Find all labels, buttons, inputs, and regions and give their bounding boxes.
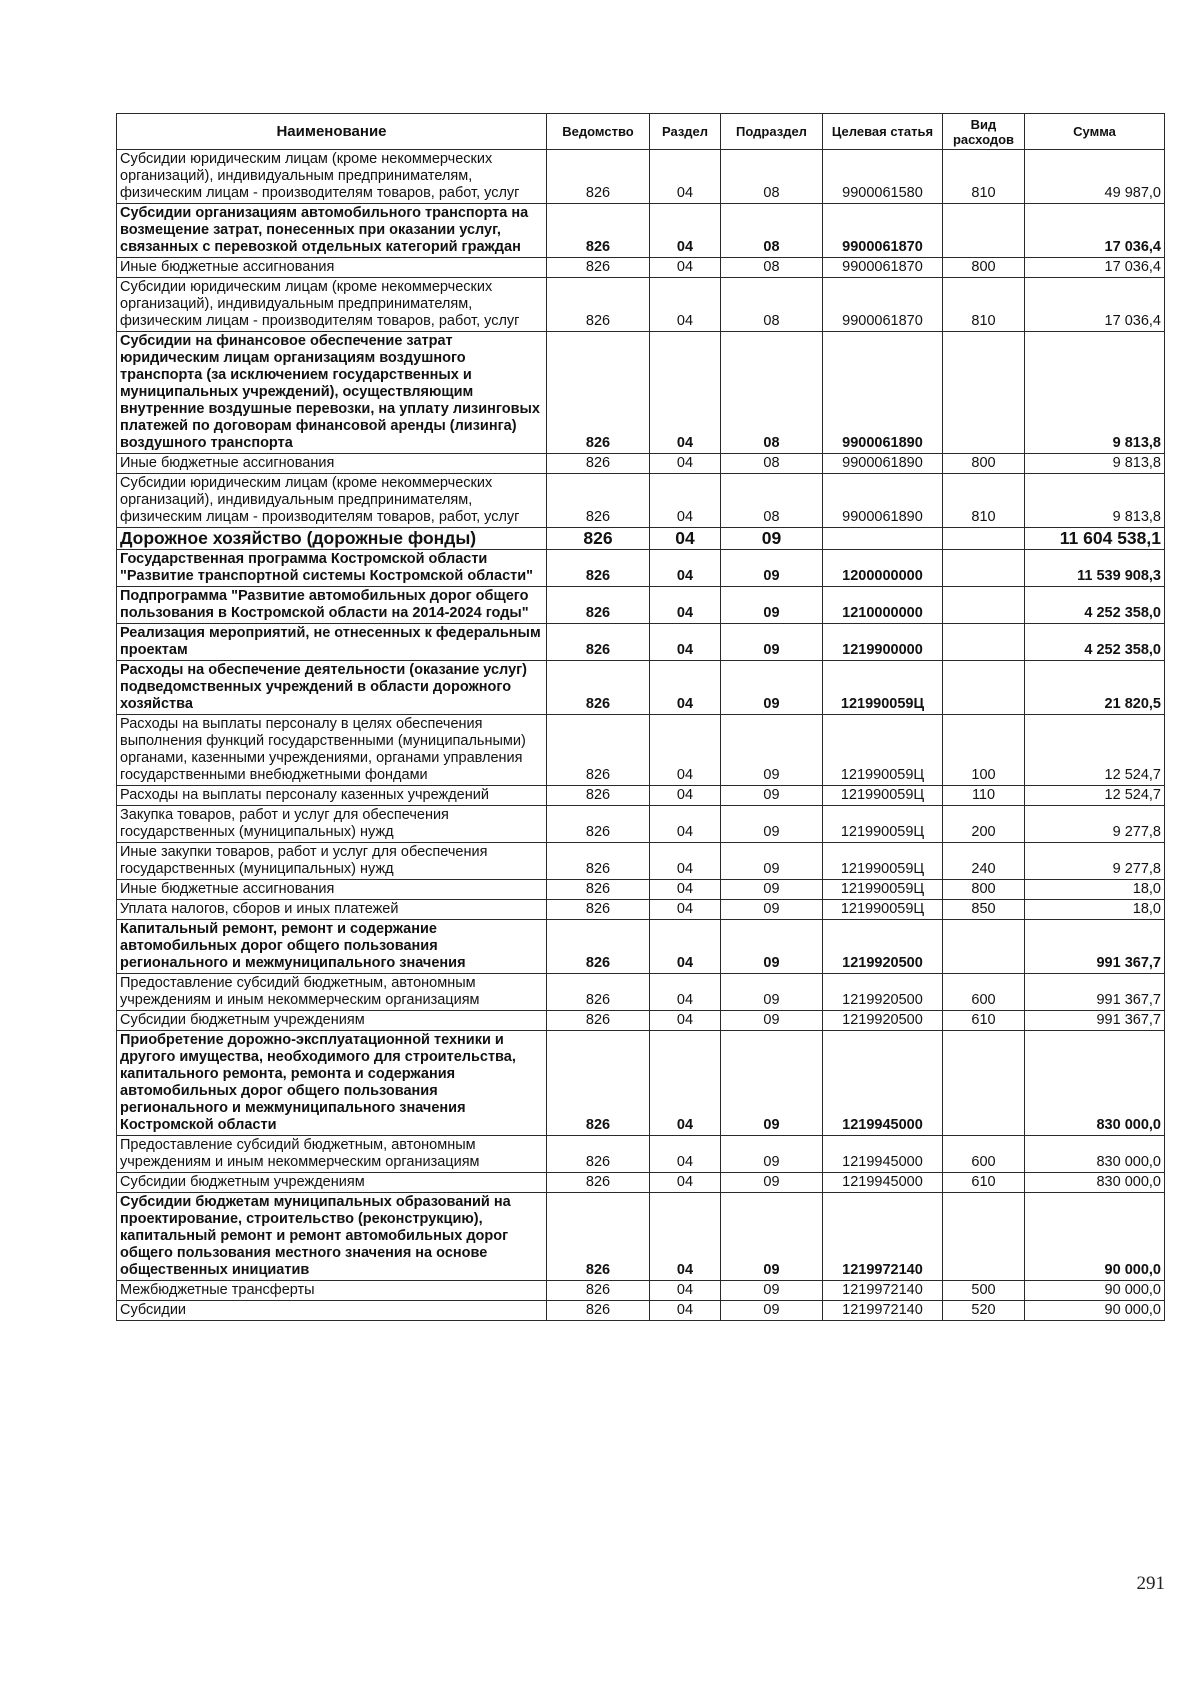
row-subsection: 09 <box>721 1173 823 1193</box>
row-dept: 826 <box>547 1173 650 1193</box>
row-subsection: 09 <box>721 1301 823 1321</box>
row-name: Иные закупки товаров, работ и услуг для обеспечения государственных (муниципальных) нужд <box>117 843 547 880</box>
row-section: 04 <box>650 204 721 258</box>
table-row <box>117 1281 1165 1301</box>
row-section: 04 <box>650 1301 721 1321</box>
row-target: 121990059Ц <box>823 715 943 786</box>
row-name: Субсидии бюджетным учреждениям <box>117 1011 547 1031</box>
row-kind <box>943 587 1025 624</box>
row-sum: 991 367,7 <box>1025 974 1165 1011</box>
row-target: 9900061890 <box>823 454 943 474</box>
row-subsection: 09 <box>721 1193 823 1281</box>
budget-table <box>116 113 1165 1321</box>
row-kind: 600 <box>943 1136 1025 1173</box>
row-subsection: 08 <box>721 204 823 258</box>
row-sum: 9 813,8 <box>1025 332 1165 454</box>
row-sum: 17 036,4 <box>1025 204 1165 258</box>
row-target: 9900061870 <box>823 204 943 258</box>
header-section: Раздел <box>650 114 721 150</box>
row-name: Субсидии бюджетам муниципальных образований на проектирование, строительство (реконструкцию), капитальный ремонт и ремонт автомобильных дорог общего пользования местного значения на основе общественных инициатив <box>117 1193 547 1281</box>
row-sum: 830 000,0 <box>1025 1173 1165 1193</box>
row-section: 04 <box>650 528 721 550</box>
table-row <box>117 1301 1165 1321</box>
row-section: 04 <box>650 1136 721 1173</box>
table-row <box>117 528 1165 550</box>
row-kind: 810 <box>943 278 1025 332</box>
header-dept: Ведомство <box>547 114 650 150</box>
row-target: 121990059Ц <box>823 806 943 843</box>
row-name: Подпрограмма "Развитие автомобильных дорог общего пользования в Костромской области на 2014-2024 годы" <box>117 587 547 624</box>
table-row <box>117 587 1165 624</box>
row-sum: 12 524,7 <box>1025 715 1165 786</box>
table-row <box>117 715 1165 786</box>
row-dept: 826 <box>547 843 650 880</box>
row-name: Расходы на выплаты персоналу казенных учреждений <box>117 786 547 806</box>
row-target: 1219972140 <box>823 1281 943 1301</box>
row-section: 04 <box>650 624 721 661</box>
row-target: 121990059Ц <box>823 900 943 920</box>
row-section: 04 <box>650 974 721 1011</box>
table-row <box>117 474 1165 528</box>
row-sum: 90 000,0 <box>1025 1193 1165 1281</box>
row-section: 04 <box>650 661 721 715</box>
row-sum: 21 820,5 <box>1025 661 1165 715</box>
row-dept: 826 <box>547 258 650 278</box>
row-section: 04 <box>650 550 721 587</box>
row-dept: 826 <box>547 528 650 550</box>
row-target: 9900061580 <box>823 150 943 204</box>
row-section: 04 <box>650 454 721 474</box>
row-target: 1219920500 <box>823 974 943 1011</box>
row-name: Капитальный ремонт, ремонт и содержание автомобильных дорог общего пользования регионального и межмуниципального значения <box>117 920 547 974</box>
row-dept: 826 <box>547 1011 650 1031</box>
row-kind <box>943 920 1025 974</box>
row-subsection: 08 <box>721 454 823 474</box>
table-row <box>117 1031 1165 1136</box>
row-target: 1219945000 <box>823 1136 943 1173</box>
row-section: 04 <box>650 332 721 454</box>
row-dept: 826 <box>547 1136 650 1173</box>
row-dept: 826 <box>547 715 650 786</box>
row-section: 04 <box>650 1031 721 1136</box>
table-row <box>117 332 1165 454</box>
row-target: 1200000000 <box>823 550 943 587</box>
row-kind: 850 <box>943 900 1025 920</box>
row-dept: 826 <box>547 1301 650 1321</box>
row-kind: 810 <box>943 474 1025 528</box>
row-sum: 4 252 358,0 <box>1025 624 1165 661</box>
row-target: 121990059Ц <box>823 661 943 715</box>
row-sum: 830 000,0 <box>1025 1136 1165 1173</box>
row-target: 1219972140 <box>823 1301 943 1321</box>
row-subsection: 09 <box>721 920 823 974</box>
row-name: Предоставление субсидий бюджетным, автономным учреждениям и иным некоммерческим организациям <box>117 1136 547 1173</box>
row-subsection: 09 <box>721 1031 823 1136</box>
row-dept: 826 <box>547 1193 650 1281</box>
row-sum: 18,0 <box>1025 880 1165 900</box>
table-row <box>117 1173 1165 1193</box>
table-row <box>117 454 1165 474</box>
table-row <box>117 204 1165 258</box>
row-subsection: 08 <box>721 150 823 204</box>
row-section: 04 <box>650 1193 721 1281</box>
row-dept: 826 <box>547 204 650 258</box>
row-dept: 826 <box>547 1031 650 1136</box>
row-kind: 800 <box>943 880 1025 900</box>
row-sum: 17 036,4 <box>1025 258 1165 278</box>
row-target: 9900061870 <box>823 278 943 332</box>
row-subsection: 09 <box>721 1281 823 1301</box>
row-name: Закупка товаров, работ и услуг для обеспечения государственных (муниципальных) нужд <box>117 806 547 843</box>
row-name: Субсидии юридическим лицам (кроме некоммерческих организаций), индивидуальным предпринимателям, физическим лицам - производителям товаров, работ, услуг <box>117 474 547 528</box>
table-header <box>117 114 1165 150</box>
row-kind: 200 <box>943 806 1025 843</box>
row-section: 04 <box>650 278 721 332</box>
table-row <box>117 786 1165 806</box>
row-kind <box>943 661 1025 715</box>
row-target: 1219945000 <box>823 1173 943 1193</box>
row-kind: 520 <box>943 1301 1025 1321</box>
row-section: 04 <box>650 1173 721 1193</box>
row-dept: 826 <box>547 332 650 454</box>
table-row <box>117 1011 1165 1031</box>
row-subsection: 08 <box>721 474 823 528</box>
row-section: 04 <box>650 900 721 920</box>
row-kind: 240 <box>943 843 1025 880</box>
row-target: 9900061890 <box>823 474 943 528</box>
row-dept: 826 <box>547 786 650 806</box>
row-subsection: 09 <box>721 974 823 1011</box>
row-target: 9900061870 <box>823 258 943 278</box>
row-name: Дорожное хозяйство (дорожные фонды) <box>117 528 547 550</box>
row-sum: 90 000,0 <box>1025 1301 1165 1321</box>
row-kind: 610 <box>943 1173 1025 1193</box>
row-dept: 826 <box>547 587 650 624</box>
row-name: Приобретение дорожно-эксплуатационной техники и другого имущества, необходимого для строительства, капитального ремонта, ремонта и содержания автомобильных дорог общего пользования регионального и межмуниципального значения Костромской области <box>117 1031 547 1136</box>
table-body <box>117 150 1165 1321</box>
row-sum: 11 539 908,3 <box>1025 550 1165 587</box>
row-target: 1219945000 <box>823 1031 943 1136</box>
row-subsection: 09 <box>721 550 823 587</box>
table-row <box>117 1136 1165 1173</box>
row-sum: 11 604 538,1 <box>1025 528 1165 550</box>
header-sum: Сумма <box>1025 114 1165 150</box>
table-row <box>117 550 1165 587</box>
row-subsection: 09 <box>721 880 823 900</box>
row-kind <box>943 332 1025 454</box>
row-name: Субсидии юридическим лицам (кроме некоммерческих организаций), индивидуальным предпринимателям, физическим лицам - производителям товаров, работ, услуг <box>117 278 547 332</box>
row-name: Иные бюджетные ассигнования <box>117 880 547 900</box>
header-target: Целевая статья <box>823 114 943 150</box>
row-dept: 826 <box>547 1281 650 1301</box>
row-sum: 17 036,4 <box>1025 278 1165 332</box>
row-dept: 826 <box>547 150 650 204</box>
row-name: Субсидии на финансовое обеспечение затрат юридическим лицам организациям воздушного транспорта (за исключением государственных и муниципальных учреждений), осуществляющим внутренние воздушные перевозки, на уплату лизинговых платежей по договорам финансовой аренды (лизинга) воздушного транспорта <box>117 332 547 454</box>
table-row <box>117 661 1165 715</box>
row-kind: 600 <box>943 974 1025 1011</box>
row-section: 04 <box>650 474 721 528</box>
row-section: 04 <box>650 1281 721 1301</box>
row-dept: 826 <box>547 661 650 715</box>
row-name: Субсидии организациям автомобильного транспорта на возмещение затрат, понесенных при оказании услуг, связанных с перевозкой отдельных категорий граждан <box>117 204 547 258</box>
header-row <box>117 114 1165 150</box>
row-section: 04 <box>650 587 721 624</box>
row-subsection: 09 <box>721 843 823 880</box>
row-kind: 800 <box>943 258 1025 278</box>
row-sum: 9 277,8 <box>1025 806 1165 843</box>
row-subsection: 09 <box>721 587 823 624</box>
row-subsection: 09 <box>721 900 823 920</box>
row-kind <box>943 550 1025 587</box>
row-sum: 18,0 <box>1025 900 1165 920</box>
row-kind <box>943 528 1025 550</box>
row-section: 04 <box>650 880 721 900</box>
row-dept: 826 <box>547 920 650 974</box>
row-sum: 991 367,7 <box>1025 1011 1165 1031</box>
row-name: Реализация мероприятий, не отнесенных к федеральным проектам <box>117 624 547 661</box>
row-dept: 826 <box>547 474 650 528</box>
row-dept: 826 <box>547 550 650 587</box>
table-row <box>117 843 1165 880</box>
row-kind <box>943 1193 1025 1281</box>
row-target: 121990059Ц <box>823 880 943 900</box>
row-section: 04 <box>650 920 721 974</box>
table-row <box>117 974 1165 1011</box>
row-subsection: 09 <box>721 715 823 786</box>
row-subsection: 09 <box>721 786 823 806</box>
row-subsection: 08 <box>721 278 823 332</box>
row-sum: 991 367,7 <box>1025 920 1165 974</box>
row-section: 04 <box>650 806 721 843</box>
header-subsection: Подраздел <box>721 114 823 150</box>
row-section: 04 <box>650 258 721 278</box>
row-dept: 826 <box>547 454 650 474</box>
row-name: Субсидии бюджетным учреждениям <box>117 1173 547 1193</box>
row-dept: 826 <box>547 278 650 332</box>
header-name: Наименование <box>117 114 547 150</box>
row-name: Межбюджетные трансферты <box>117 1281 547 1301</box>
row-name: Субсидии <box>117 1301 547 1321</box>
row-subsection: 09 <box>721 1011 823 1031</box>
row-target: 1219920500 <box>823 1011 943 1031</box>
row-dept: 826 <box>547 624 650 661</box>
row-kind <box>943 204 1025 258</box>
row-sum: 90 000,0 <box>1025 1281 1165 1301</box>
row-subsection: 09 <box>721 528 823 550</box>
row-section: 04 <box>650 843 721 880</box>
table-row <box>117 880 1165 900</box>
row-dept: 826 <box>547 974 650 1011</box>
header-kind: Вид расходов <box>943 114 1025 150</box>
row-name: Иные бюджетные ассигнования <box>117 258 547 278</box>
row-target: 1219900000 <box>823 624 943 661</box>
row-target: 1219920500 <box>823 920 943 974</box>
row-dept: 826 <box>547 900 650 920</box>
row-name: Расходы на выплаты персоналу в целях обеспечения выполнения функций государственными (муниципальными) органами, казенными учреждениями, органами управления государственными внебюджетными фондами <box>117 715 547 786</box>
row-section: 04 <box>650 150 721 204</box>
row-subsection: 09 <box>721 806 823 843</box>
row-name: Иные бюджетные ассигнования <box>117 454 547 474</box>
row-sum: 9 813,8 <box>1025 454 1165 474</box>
row-name: Предоставление субсидий бюджетным, автономным учреждениям и иным некоммерческим организациям <box>117 974 547 1011</box>
row-sum: 49 987,0 <box>1025 150 1165 204</box>
row-kind: 810 <box>943 150 1025 204</box>
row-target: 1210000000 <box>823 587 943 624</box>
row-kind: 110 <box>943 786 1025 806</box>
row-subsection: 08 <box>721 258 823 278</box>
row-sum: 9 277,8 <box>1025 843 1165 880</box>
row-kind: 610 <box>943 1011 1025 1031</box>
table-row <box>117 258 1165 278</box>
row-target: 9900061890 <box>823 332 943 454</box>
row-subsection: 09 <box>721 624 823 661</box>
table-row <box>117 278 1165 332</box>
table-row <box>117 900 1165 920</box>
row-subsection: 09 <box>721 1136 823 1173</box>
row-section: 04 <box>650 786 721 806</box>
table-row <box>117 624 1165 661</box>
row-kind: 100 <box>943 715 1025 786</box>
table-row <box>117 150 1165 204</box>
row-kind: 800 <box>943 454 1025 474</box>
row-kind <box>943 624 1025 661</box>
table-row <box>117 920 1165 974</box>
row-section: 04 <box>650 715 721 786</box>
row-section: 04 <box>650 1011 721 1031</box>
row-subsection: 09 <box>721 661 823 715</box>
page-number: 291 <box>1136 1573 1165 1594</box>
row-sum: 9 813,8 <box>1025 474 1165 528</box>
row-dept: 826 <box>547 806 650 843</box>
row-target <box>823 528 943 550</box>
table-row <box>117 806 1165 843</box>
row-subsection: 08 <box>721 332 823 454</box>
row-target: 121990059Ц <box>823 786 943 806</box>
table-row <box>117 1193 1165 1281</box>
row-name: Государственная программа Костромской области "Развитие транспортной системы Костромской области" <box>117 550 547 587</box>
row-name: Уплата налогов, сборов и иных платежей <box>117 900 547 920</box>
row-kind <box>943 1031 1025 1136</box>
row-name: Субсидии юридическим лицам (кроме некоммерческих организаций), индивидуальным предпринимателям, физическим лицам - производителям товаров, работ, услуг <box>117 150 547 204</box>
row-sum: 830 000,0 <box>1025 1031 1165 1136</box>
row-sum: 4 252 358,0 <box>1025 587 1165 624</box>
row-dept: 826 <box>547 880 650 900</box>
row-target: 1219972140 <box>823 1193 943 1281</box>
row-sum: 12 524,7 <box>1025 786 1165 806</box>
row-name: Расходы на обеспечение деятельности (оказание услуг) подведомственных учреждений в области дорожного хозяйства <box>117 661 547 715</box>
row-target: 121990059Ц <box>823 843 943 880</box>
row-kind: 500 <box>943 1281 1025 1301</box>
